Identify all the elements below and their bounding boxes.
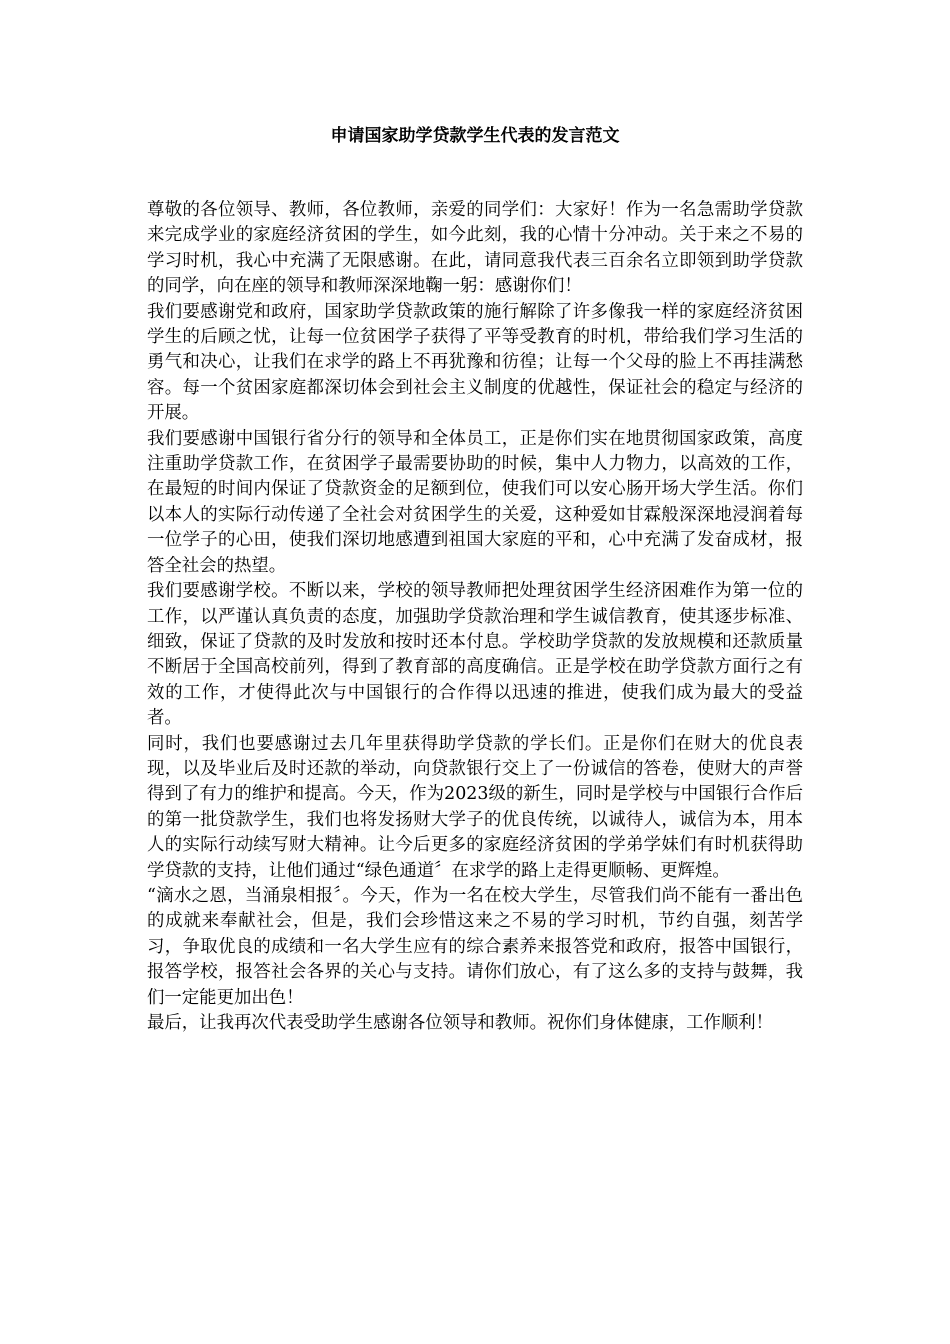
paragraph-gratitude-pledge: “滴水之恩，当涌泉相报〞。今天，作为一名在校大学生，尽管我们尚不能有一番出色的成就来奉献社会，但是，我们会珍惜这来之不易的学习时机，节约自强，刻苦学习，争取优良的成绩和一名大学生应有的综合素养来报答党和政府，报答中国银行，报答学校，报答社会各界的关心与支持。请你们放心，有了这么多的支持与鼓舞，我们一定能更加出色！ xyxy=(147,885,803,1008)
paragraph-thanks-government: 我们要感谢党和政府，国家助学贷款政策的施行解除了许多像我一样的家庭经济贫困学生的后顾之忧，让每一位贫困学子获得了平等受教育的时机，带给我们学习生活的勇气和决心，让我们在求学的路上不再犹豫和彷徨；让每一个父母的脸上不再挂满愁容。每一个贫困家庭都深切体会到社会主义制度的优越性，保证社会的稳定与经济的开展。 xyxy=(147,301,803,424)
document-body xyxy=(147,198,803,1036)
paragraph-closing: 最后，让我再次代表受助学生感谢各位领导和教师。祝你们身体健康，工作顺利！ xyxy=(147,1013,774,1033)
paragraph-thanks-school: 我们要感谢学校。不断以来，学校的领导教师把处理贫困学生经济困难作为第一位的工作，以严谨认真负责的态度，加强助学贷款治理和学生诚信教育，使其逐步标准、细致，保证了贷款的及时发放和按时还本付息。学校助学贷款的发放规模和还款质量不断居于全国高校前列，得到了教育部的高度确信。正是学校在助学贷款方面行之有效的工作，才使得此次与中国银行的合作得以迅速的推进，使我们成为最大的受益者。 xyxy=(147,581,803,729)
paragraph-greeting: 尊敬的各位领导、教师，各位教师，亲爱的同学们：大家好！作为一名急需助学贷款来完成学业的家庭经济贫困的学生，如今此刻，我的心情十分冲动。关于来之不易的学习时机，我心中充满了无限感谢。在此，请同意我代表三百余名立即领到助学贷款的同学，向在座的领导和教师深深地鞠一躬：感谢你们！ xyxy=(147,200,803,297)
paragraph-thanks-seniors: 同时，我们也要感谢过去几年里获得助学贷款的学长们。正是你们在财大的优良表现，以及毕业后及时还款的举动，向贷款银行交上了一份诚信的答卷，使财大的声誉得到了有力的维护和提高。今天，作为2023级的新生，同时是学校与中国银行合作后的第一批贷款学生，我们也将发扬财大学子的优良传统，以诚待人，诚信为本，用本人的实际行动续写财大精神。让今后更多的家庭经济贫困的学弟学妹们有时机获得助学贷款的支持，让他们通过“绿色通道〞在求学的路上走得更顺畅、更辉煌。 xyxy=(147,733,803,881)
paragraph-thanks-bank: 我们要感谢中国银行省分行的领导和全体员工，正是你们实在地贯彻国家政策，高度注重助学贷款工作，在贫困学子最需要协助的时候，集中人力物力，以高效的工作，在最短的时间内保证了贷款资金的足额到位，使我们可以安心肠开场大学生活。你们以本人的实际行动传递了全社会对贫困学生的关爱，这种爱如甘霖般深深地浸润着每一位学子的心田，使我们深切地感遭到祖国大家庭的平和，心中充满了发奋成材，报答全社会的热望。 xyxy=(147,428,803,576)
document-title: 申请国家助学贷款学生代表的发言范文 xyxy=(330,126,620,146)
